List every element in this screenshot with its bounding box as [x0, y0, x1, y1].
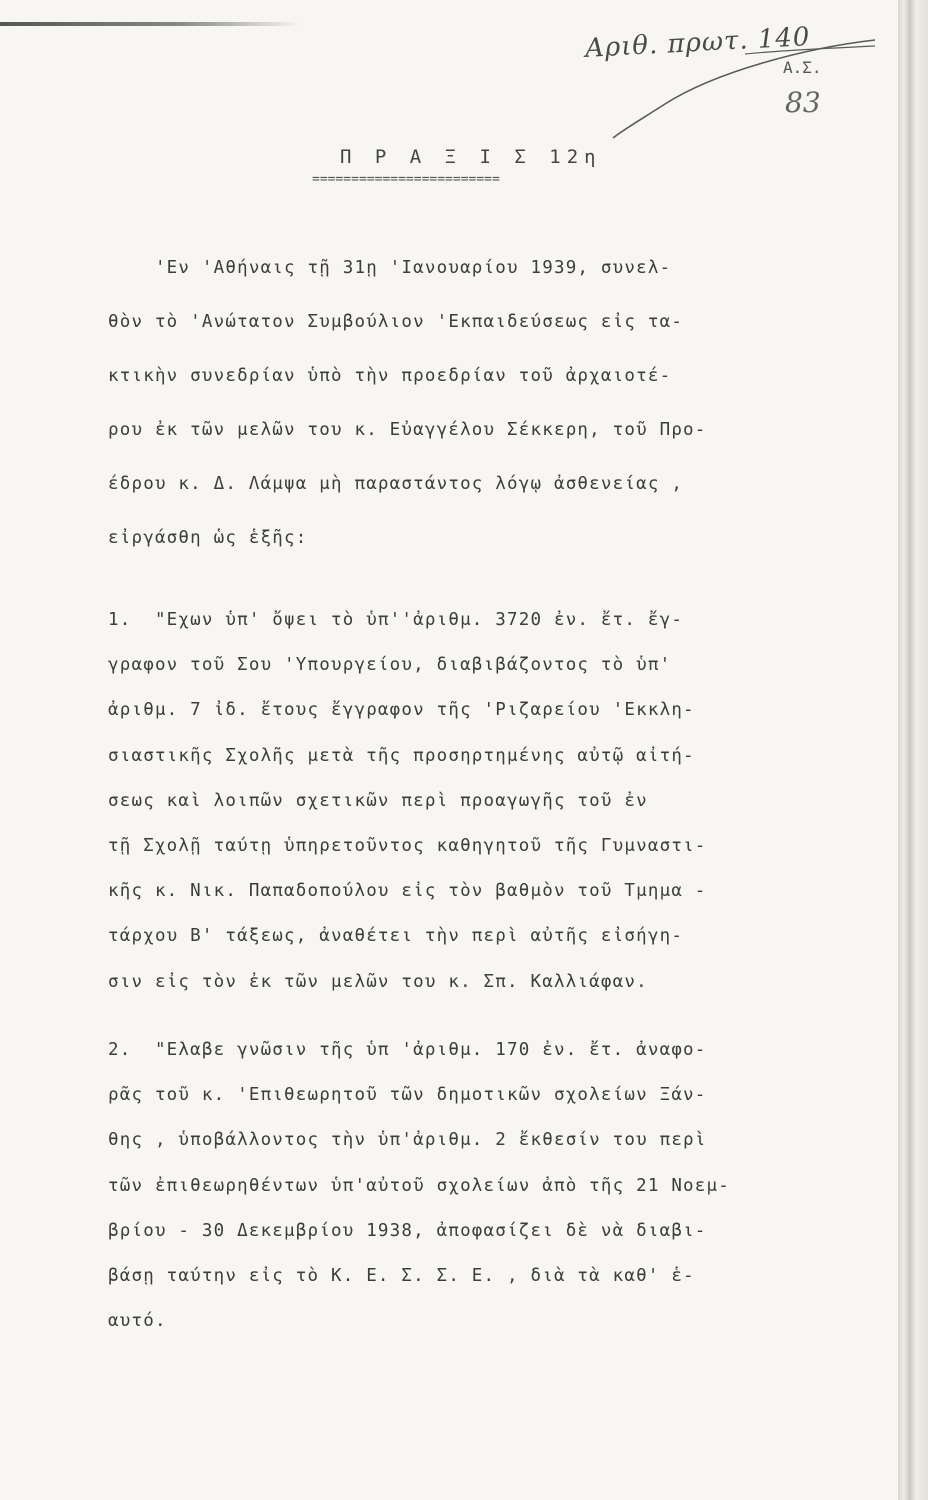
binding-edge-line [0, 22, 300, 26]
item2-line: τῶν ἐπιθεωρηθέντων ὑπ'αὐτοῦ σχολείων ἀπὸ τῆς 21 Νοεμ- [108, 1175, 731, 1196]
intro-line: 'Εν 'Αθήναις τῇ 31ῃ 'Ιανουαρίου 1939, συνελ- [108, 258, 672, 278]
document-title: Π Ρ Α Ξ Ι Σ 12η [340, 146, 602, 168]
item1-line: σεως καὶ λοιπῶν σχετικῶν περὶ προαγωγῆς τοῦ ἐν [108, 790, 648, 811]
intro-line: ρου ἐκ τῶν μελῶν του κ. Εὐαγγέλου Σέκκερη, τοῦ Προ- [108, 420, 707, 440]
item1-line: τάρχου Β' τάξεως, ἀναθέτει τὴν περὶ αὐτῆς εἰσήγη- [108, 926, 684, 947]
item1-line: γραφον τοῦ Σου 'Υπουργείου, διαβιβάζοντος τὸ ὑπ' [108, 655, 672, 676]
handwritten-reference-number: Αριθ. πρωτ. 140 [584, 22, 812, 64]
page-stack-edge [898, 0, 928, 1500]
item2-line: 2. "Ελαβε γνῶσιν τῆς ὑπ 'ἀριθμ. 170 ἐν. ἔτ. ἀναφο- [108, 1040, 707, 1060]
item1-line: σιν εἰς τὸν ἐκ τῶν μελῶν του κ. Σπ. Καλλιάφαν. [108, 971, 648, 992]
intro-line: εἰργάσθη ὡς ἑξῆς: [108, 528, 308, 548]
handwritten-folio-number: 83 [785, 86, 821, 119]
item2-line: ρᾶς τοῦ κ. 'Επιθεωρητοῦ τῶν δημοτικῶν σχολείων Ξάν- [108, 1085, 707, 1106]
item1-line: 1. "Εχων ὑπ' ὄψει τὸ ὑπ''ἀριθμ. 3720 ἐν. ἔτ. ἔγ- [108, 610, 684, 630]
item1-line: κῆς κ. Νικ. Παπαδοπούλου εἰς τὸν βαθμὸν τοῦ Τμημα - [108, 881, 707, 902]
handwritten-initials: Α.Σ. [783, 58, 822, 77]
item1-line: τῇ Σχολῇ ταύτῃ ὑπηρετοῦντος καθηγητοῦ τῆς Γυμναστι- [108, 836, 707, 856]
item2-line: θης , ὑποβάλλοντος τὴν ὑπ'ἀριθμ. 2 ἔκθεσίν του περὶ [108, 1130, 707, 1151]
intro-line: θὸν τὸ 'Ανώτατον Συμβούλιον 'Εκπαιδεύσεως εἰς τα- [108, 312, 684, 332]
item1-line: σιαστικῆς Σχολῆς μετὰ τῆς προσηρτημένης αὐτῷ αἰτή- [108, 745, 695, 766]
intro-line: κτικὴν συνεδρίαν ὑπὸ τὴν προεδρίαν τοῦ ἀρχαιοτέ- [108, 366, 672, 386]
item2-line: αυτό. [108, 1311, 167, 1332]
title-underline: ======================== [312, 172, 500, 187]
item2-line: βάσῃ ταύτην εἰς τὸ Κ. Ε. Σ. Σ. Ε. , διὰ τὰ καθ' ἑ- [108, 1266, 695, 1286]
handwritten-pen-stroke [605, 34, 880, 144]
item2-line: βρίου - 30 Δεκεμβρίου 1938, ἀποφασίζει δὲ νὰ διαβι- [108, 1220, 707, 1241]
intro-line: έδρου κ. Δ. Λάμψα μὴ παραστάντος λόγῳ ἀσθενείας , [108, 474, 684, 494]
item1-line: ἀριθμ. 7 ἰδ. ἔτους ἔγγραφον τῆς 'Ριζαρείου 'Εκκλη- [108, 700, 695, 721]
